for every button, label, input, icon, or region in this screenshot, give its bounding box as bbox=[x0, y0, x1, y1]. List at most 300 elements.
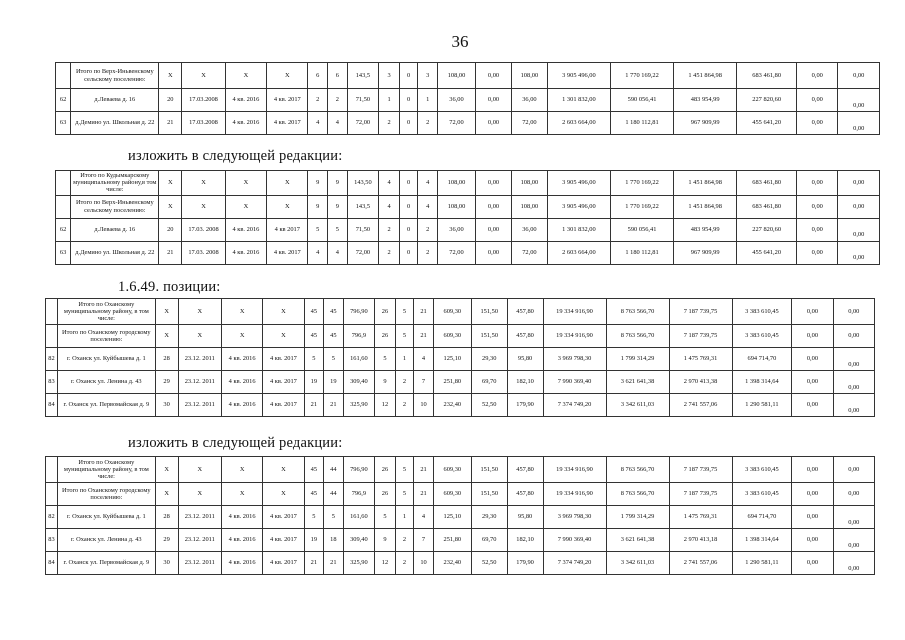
table-cell: 8 763 566,70 bbox=[606, 325, 669, 348]
table-cell: 29,30 bbox=[471, 506, 507, 529]
table-cell: 17.03. 2008 bbox=[182, 241, 226, 264]
table-cell: 4 bbox=[414, 348, 434, 371]
table-cell: 1 bbox=[395, 348, 413, 371]
table-cell: 1 290 581,11 bbox=[732, 394, 792, 417]
table-cell: 3 905 496,00 bbox=[547, 171, 610, 196]
table-cell: 0,00 bbox=[833, 552, 874, 575]
table-cell: 0,00 bbox=[838, 112, 880, 135]
table-cell: 796,9 bbox=[343, 483, 375, 506]
table-cell: X bbox=[225, 63, 266, 89]
table-cell: 0,00 bbox=[476, 241, 512, 264]
table-cell: 0 bbox=[399, 218, 418, 241]
table-cell: 3 969 798,30 bbox=[543, 348, 606, 371]
table-cell: 0,00 bbox=[476, 218, 512, 241]
table-cell: 21 bbox=[414, 483, 434, 506]
table-cell: 1 451 864,98 bbox=[674, 63, 737, 89]
table-row bbox=[46, 529, 875, 552]
table-cell: 0,00 bbox=[833, 299, 874, 325]
table-cell: 36,00 bbox=[437, 218, 475, 241]
table-cell: X bbox=[155, 299, 178, 325]
table-cell: 52,50 bbox=[471, 552, 507, 575]
table-cell: 3 621 641,38 bbox=[606, 529, 669, 552]
table-cell: 4 кв. 2016 bbox=[221, 348, 262, 371]
table-cell: 26 bbox=[375, 457, 396, 483]
table-cell: 3 342 611,03 bbox=[606, 552, 669, 575]
table-row bbox=[56, 63, 880, 89]
table-cell: 0,00 bbox=[833, 483, 874, 506]
table-cell: 108,00 bbox=[437, 63, 475, 89]
table-cell: 2 bbox=[395, 552, 413, 575]
table-cell: 4 кв. 2017 bbox=[263, 371, 304, 394]
table-cell: 2 bbox=[395, 371, 413, 394]
table-cell: 0,00 bbox=[792, 299, 833, 325]
heading-section-1-6-49: 1.6.49. позиции: bbox=[118, 279, 221, 295]
table-cell: 71,50 bbox=[347, 218, 379, 241]
table-cell: 21 bbox=[159, 112, 182, 135]
table-cell: 4 кв. 2017 bbox=[263, 552, 304, 575]
table-cell bbox=[56, 195, 71, 218]
table-cell: 151,50 bbox=[471, 457, 507, 483]
table-cell: 83 bbox=[46, 371, 58, 394]
table-cell: 0,00 bbox=[838, 241, 880, 264]
table-new-okhansk bbox=[45, 456, 875, 575]
table-cell: X bbox=[155, 457, 178, 483]
table-cell bbox=[46, 483, 58, 506]
table-cell: 694 714,70 bbox=[732, 348, 792, 371]
table-cell: 9 bbox=[308, 171, 328, 196]
table-cell: 45 bbox=[304, 483, 324, 506]
table-cell: 609,30 bbox=[433, 299, 471, 325]
table-cell: 4 кв. 2017 bbox=[263, 348, 304, 371]
table-cell: 72,00 bbox=[511, 112, 547, 135]
table-cell: 1 475 769,31 bbox=[669, 348, 732, 371]
table-cell: 457,80 bbox=[507, 483, 543, 506]
table-cell: 5 bbox=[395, 325, 413, 348]
table-cell: 457,80 bbox=[507, 299, 543, 325]
table-cell: 44 bbox=[324, 457, 344, 483]
table-cell: 609,30 bbox=[433, 325, 471, 348]
table-cell: 232,40 bbox=[433, 394, 471, 417]
table-cell: 0,00 bbox=[476, 171, 512, 196]
table-cell: 2 bbox=[395, 394, 413, 417]
table-cell: 0,00 bbox=[792, 394, 833, 417]
table-cell: 1 799 314,29 bbox=[606, 348, 669, 371]
table-cell: 6 bbox=[328, 63, 348, 89]
table-cell: 4 bbox=[379, 195, 400, 218]
table-cell: 82 bbox=[46, 348, 58, 371]
table-cell: 151,50 bbox=[471, 299, 507, 325]
table-cell-name: Итого по Оханскому муниципальному району, в том числе: bbox=[57, 457, 155, 483]
table-cell: 4 bbox=[308, 112, 328, 135]
table-cell: 3 621 641,38 bbox=[606, 371, 669, 394]
table-cell: 21 bbox=[159, 241, 182, 264]
table-cell: 23.12. 2011 bbox=[178, 348, 221, 371]
table-cell: 7 990 369,40 bbox=[543, 529, 606, 552]
table-cell: 0,00 bbox=[833, 394, 874, 417]
table-cell: 36,00 bbox=[437, 89, 475, 112]
table-cell: 3 905 496,00 bbox=[547, 63, 610, 89]
table-cell: 9 bbox=[328, 195, 348, 218]
table-cell: 23.12. 2011 bbox=[178, 394, 221, 417]
table-cell: 7 bbox=[414, 371, 434, 394]
table-cell: 19 334 916,90 bbox=[543, 299, 606, 325]
table-row bbox=[46, 371, 875, 394]
table-cell: 1 398 314,64 bbox=[732, 371, 792, 394]
table-cell: X bbox=[178, 325, 221, 348]
table-cell: 1 770 169,22 bbox=[610, 195, 673, 218]
table-cell: 5 bbox=[308, 218, 328, 241]
table-cell: X bbox=[263, 325, 304, 348]
table-cell: 4 bbox=[328, 112, 348, 135]
table-cell: 0,00 bbox=[833, 371, 874, 394]
table-cell: 4 кв. 2016 bbox=[225, 241, 266, 264]
table-cell: X bbox=[182, 63, 226, 89]
table-cell: 0,00 bbox=[797, 112, 838, 135]
table-cell: 4 bbox=[418, 195, 438, 218]
table-cell: 45 bbox=[324, 325, 344, 348]
table-cell: 69,70 bbox=[471, 529, 507, 552]
table-cell: 143,5 bbox=[347, 63, 379, 89]
table-cell: 108,00 bbox=[511, 171, 547, 196]
table-cell: 21 bbox=[324, 394, 344, 417]
table-row bbox=[56, 241, 880, 264]
table-cell: 26 bbox=[375, 325, 396, 348]
table-cell: 108,00 bbox=[511, 195, 547, 218]
table-cell: 108,00 bbox=[511, 63, 547, 89]
table-cell: 63 bbox=[56, 112, 71, 135]
table-cell: 28 bbox=[155, 506, 178, 529]
table-cell: 796,90 bbox=[343, 299, 375, 325]
table-cell: X bbox=[182, 171, 226, 196]
table-cell: 62 bbox=[56, 89, 71, 112]
table-cell: X bbox=[182, 195, 226, 218]
table-cell: 108,00 bbox=[437, 195, 475, 218]
table-cell: 4 кв. 2016 bbox=[221, 529, 262, 552]
table-cell-name: Итого по Оханскому муниципальному району, в том числе: bbox=[57, 299, 155, 325]
table-cell-name: д.Демино ул. Школьная д. 22 bbox=[71, 112, 159, 135]
table-cell: 72,00 bbox=[437, 112, 475, 135]
table-cell: 4 кв. 2016 bbox=[225, 218, 266, 241]
table-cell: 7 374 749,20 bbox=[543, 394, 606, 417]
table-cell: 5 bbox=[324, 348, 344, 371]
table-cell: 45 bbox=[304, 457, 324, 483]
table-cell: 10 bbox=[414, 552, 434, 575]
table-cell: 30 bbox=[155, 552, 178, 575]
table-cell: 2 bbox=[418, 241, 438, 264]
table-cell: 4 bbox=[418, 171, 438, 196]
table-cell: 3 383 610,45 bbox=[732, 483, 792, 506]
table-row bbox=[46, 348, 875, 371]
table-cell: 694 714,70 bbox=[732, 506, 792, 529]
table-cell: 26 bbox=[375, 299, 396, 325]
table-cell: 95,80 bbox=[507, 506, 543, 529]
table-cell: 26 bbox=[375, 483, 396, 506]
table-cell: 1 770 169,22 bbox=[610, 63, 673, 89]
table-cell: 4 кв. 2017 bbox=[263, 529, 304, 552]
table-cell: 2 970 413,38 bbox=[669, 371, 732, 394]
table-cell: 0,00 bbox=[476, 89, 512, 112]
table-cell: 84 bbox=[46, 552, 58, 575]
table-cell-name: д.Леваева д. 16 bbox=[71, 89, 159, 112]
table-cell: 1 180 112,81 bbox=[610, 112, 673, 135]
table-cell: X bbox=[221, 325, 262, 348]
table-cell-name: г. Оханск ул. Ленина д. 43 bbox=[57, 529, 155, 552]
table-cell: 2 bbox=[379, 218, 400, 241]
table-cell: 325,90 bbox=[343, 394, 375, 417]
table-cell: X bbox=[221, 457, 262, 483]
table-cell: 590 056,41 bbox=[610, 218, 673, 241]
table-cell: 21 bbox=[414, 299, 434, 325]
table-cell: 4 кв. 2017 bbox=[263, 506, 304, 529]
table-cell: 251,80 bbox=[433, 371, 471, 394]
table-cell: 72,00 bbox=[347, 241, 379, 264]
table-cell: 8 763 566,70 bbox=[606, 299, 669, 325]
table-cell: 325,90 bbox=[343, 552, 375, 575]
table-cell: 52,50 bbox=[471, 394, 507, 417]
table-cell bbox=[46, 325, 58, 348]
table-cell: 0,00 bbox=[838, 171, 880, 196]
table-cell: 3 342 611,03 bbox=[606, 394, 669, 417]
table-cell-name: г. Оханск ул. Ленина д. 43 bbox=[57, 371, 155, 394]
table-original-verh-invenskoe bbox=[55, 62, 880, 135]
table-cell: 3 383 610,45 bbox=[732, 457, 792, 483]
table-cell: 251,80 bbox=[433, 529, 471, 552]
table-cell: X bbox=[178, 483, 221, 506]
table-cell: 1 398 314,64 bbox=[732, 529, 792, 552]
table-cell: 4 кв. 2017 bbox=[267, 112, 308, 135]
table-cell: 71,50 bbox=[347, 89, 379, 112]
table-cell: 1 290 581,11 bbox=[732, 552, 792, 575]
table-cell: 182,10 bbox=[507, 529, 543, 552]
table-cell: 7 187 739,75 bbox=[669, 325, 732, 348]
table-cell: 0,00 bbox=[476, 195, 512, 218]
table-cell: 45 bbox=[304, 325, 324, 348]
table-cell: 182,10 bbox=[507, 371, 543, 394]
table-cell: 18 bbox=[324, 529, 344, 552]
table-cell: 0,00 bbox=[797, 241, 838, 264]
table-cell: 108,00 bbox=[437, 171, 475, 196]
table-cell: 0 bbox=[399, 195, 418, 218]
table-cell: 4 кв. 2016 bbox=[221, 371, 262, 394]
table-cell: 21 bbox=[304, 394, 324, 417]
table-cell: 1 770 169,22 bbox=[610, 171, 673, 196]
table-cell: 1 799 314,29 bbox=[606, 506, 669, 529]
table-cell: 2 bbox=[395, 529, 413, 552]
table-cell: 3 969 798,30 bbox=[543, 506, 606, 529]
table-cell: 7 374 749,20 bbox=[543, 552, 606, 575]
table-cell-name: Итого по Оханскому городскому поселению: bbox=[57, 483, 155, 506]
table-cell: X bbox=[159, 171, 182, 196]
table-cell: 83 bbox=[46, 529, 58, 552]
table-row bbox=[56, 195, 880, 218]
table-cell: 29 bbox=[155, 529, 178, 552]
table-cell: 29,30 bbox=[471, 348, 507, 371]
table-cell: 0,00 bbox=[833, 506, 874, 529]
table-cell: 796,9 bbox=[343, 325, 375, 348]
table-cell: 0,00 bbox=[797, 218, 838, 241]
table-cell: 0,00 bbox=[833, 457, 874, 483]
table-cell: 20 bbox=[159, 89, 182, 112]
table-cell-name: г. Оханск ул. Куйбышева д. 1 bbox=[57, 348, 155, 371]
table-cell: 19 334 916,90 bbox=[543, 483, 606, 506]
table-cell: 7 187 739,75 bbox=[669, 457, 732, 483]
table-cell: 0,00 bbox=[797, 89, 838, 112]
table-cell: 2 bbox=[418, 218, 438, 241]
table-cell-name: Итого по Кудымкарскому муниципальному району,в том числе: bbox=[71, 171, 159, 196]
table-cell: 17.03.2008 bbox=[182, 89, 226, 112]
table-cell: 457,80 bbox=[507, 325, 543, 348]
table-cell: 125,10 bbox=[433, 506, 471, 529]
table-new-kudymkar bbox=[55, 170, 880, 265]
table-cell: 0,00 bbox=[476, 63, 512, 89]
table-cell: 8 763 566,70 bbox=[606, 483, 669, 506]
table-cell: 69,70 bbox=[471, 371, 507, 394]
table-cell: 2 603 664,00 bbox=[547, 241, 610, 264]
table-cell: 0,00 bbox=[838, 218, 880, 241]
table-cell: 5 bbox=[304, 506, 324, 529]
table-cell: X bbox=[225, 171, 266, 196]
table-cell: 1 301 832,00 bbox=[547, 218, 610, 241]
table-cell: 21 bbox=[304, 552, 324, 575]
table-cell: 0,00 bbox=[838, 89, 880, 112]
table-cell: 179,90 bbox=[507, 394, 543, 417]
table-cell-name: г. Оханск ул. Первомайская д. 9 bbox=[57, 394, 155, 417]
table-cell: 0 bbox=[399, 241, 418, 264]
table-cell: 683 461,80 bbox=[737, 63, 797, 89]
table-cell: 967 909,99 bbox=[674, 112, 737, 135]
table-cell: 0 bbox=[399, 63, 418, 89]
table-cell: 20 bbox=[159, 218, 182, 241]
table-cell: 0,00 bbox=[792, 348, 833, 371]
table-cell: X bbox=[159, 195, 182, 218]
table-cell: 3 bbox=[418, 63, 438, 89]
table-cell bbox=[56, 63, 71, 89]
table-cell: 82 bbox=[46, 506, 58, 529]
table-cell: X bbox=[155, 325, 178, 348]
table-cell: 9 bbox=[375, 371, 396, 394]
table-cell: X bbox=[263, 457, 304, 483]
table-cell: 36,00 bbox=[511, 89, 547, 112]
table-row bbox=[56, 171, 880, 196]
table-row bbox=[46, 483, 875, 506]
table-cell: 62 bbox=[56, 218, 71, 241]
table-cell: 161,60 bbox=[343, 348, 375, 371]
table-cell: 609,30 bbox=[433, 483, 471, 506]
table-cell: 455 641,20 bbox=[737, 112, 797, 135]
table-cell: 23.12. 2011 bbox=[178, 529, 221, 552]
table-cell: 0,00 bbox=[792, 483, 833, 506]
table-cell: 0,00 bbox=[833, 348, 874, 371]
table-cell: 455 641,20 bbox=[737, 241, 797, 264]
table-cell: 2 bbox=[418, 112, 438, 135]
table-cell: 1 180 112,81 bbox=[610, 241, 673, 264]
table-cell: 30 bbox=[155, 394, 178, 417]
table-cell: 2 bbox=[308, 89, 328, 112]
table-cell: X bbox=[221, 483, 262, 506]
table-cell-name: Итого по Оханскому городскому поселению: bbox=[57, 325, 155, 348]
table-cell: 0,00 bbox=[792, 325, 833, 348]
table-cell: 9 bbox=[375, 529, 396, 552]
table-cell: 0,00 bbox=[792, 506, 833, 529]
table-cell: X bbox=[178, 457, 221, 483]
table-cell: 151,50 bbox=[471, 483, 507, 506]
table-row bbox=[46, 552, 875, 575]
table-cell: 12 bbox=[375, 394, 396, 417]
table-cell: 5 bbox=[375, 506, 396, 529]
table-cell: 3 383 610,45 bbox=[732, 299, 792, 325]
table-cell-name: д.Демино ул. Школьная д. 22 bbox=[71, 241, 159, 264]
table-cell: 7 187 739,75 bbox=[669, 299, 732, 325]
table-cell: 3 383 610,45 bbox=[732, 325, 792, 348]
table-cell: 21 bbox=[414, 325, 434, 348]
table-cell: 9 bbox=[328, 171, 348, 196]
table-cell: 4 кв. 2016 bbox=[225, 112, 266, 135]
table-cell: 227 820,60 bbox=[737, 218, 797, 241]
table-cell: X bbox=[267, 171, 308, 196]
table-cell: 4 bbox=[328, 241, 348, 264]
table-cell: 19 bbox=[304, 371, 324, 394]
table-cell-name: д.Леваева д. 16 bbox=[71, 218, 159, 241]
table-cell: 5 bbox=[395, 457, 413, 483]
table-cell: 23.12. 2011 bbox=[178, 552, 221, 575]
table-cell: 683 461,80 bbox=[737, 171, 797, 196]
table-cell bbox=[46, 299, 58, 325]
table-cell: 95,80 bbox=[507, 348, 543, 371]
table-cell bbox=[56, 171, 71, 196]
table-cell: 84 bbox=[46, 394, 58, 417]
table-cell: 12 bbox=[375, 552, 396, 575]
table-cell: 5 bbox=[395, 299, 413, 325]
table-cell: 0 bbox=[399, 89, 418, 112]
table-cell: 1 451 864,98 bbox=[674, 195, 737, 218]
table-cell: 17.03.2008 bbox=[182, 112, 226, 135]
table-cell: 457,80 bbox=[507, 457, 543, 483]
table-cell: 7 187 739,75 bbox=[669, 483, 732, 506]
table-cell: 143,5 bbox=[347, 195, 379, 218]
table-cell: 0 bbox=[399, 171, 418, 196]
table-cell: 45 bbox=[304, 299, 324, 325]
table-cell: 4 кв. 2016 bbox=[221, 394, 262, 417]
table-cell: 4 bbox=[414, 506, 434, 529]
table-cell: 1 451 864,98 bbox=[674, 171, 737, 196]
table-cell: 179,90 bbox=[507, 552, 543, 575]
table-cell: 0,00 bbox=[792, 371, 833, 394]
table-cell: 4 bbox=[379, 171, 400, 196]
table-cell: 23.12. 2011 bbox=[178, 506, 221, 529]
table-cell: X bbox=[267, 195, 308, 218]
table-cell: 309,40 bbox=[343, 371, 375, 394]
table-cell: 2 741 557,06 bbox=[669, 552, 732, 575]
table-row bbox=[46, 299, 875, 325]
table-cell: 0,00 bbox=[833, 529, 874, 552]
table-cell: 0,00 bbox=[476, 112, 512, 135]
page-number: 36 bbox=[451, 32, 469, 51]
table-row bbox=[56, 218, 880, 241]
table-cell: 2 bbox=[379, 241, 400, 264]
table-cell: 125,10 bbox=[433, 348, 471, 371]
table-cell: 4 кв. 2016 bbox=[225, 89, 266, 112]
table-cell: 19 334 916,90 bbox=[543, 457, 606, 483]
table-cell: 28 bbox=[155, 348, 178, 371]
table-cell: X bbox=[263, 299, 304, 325]
table-cell: 151,50 bbox=[471, 325, 507, 348]
table-cell: 483 954,99 bbox=[674, 218, 737, 241]
table-cell: 19 334 916,90 bbox=[543, 325, 606, 348]
table-cell: 309,40 bbox=[343, 529, 375, 552]
table-cell: 72,00 bbox=[347, 112, 379, 135]
table-cell: 3 905 496,00 bbox=[547, 195, 610, 218]
table-cell: 17.03. 2008 bbox=[182, 218, 226, 241]
